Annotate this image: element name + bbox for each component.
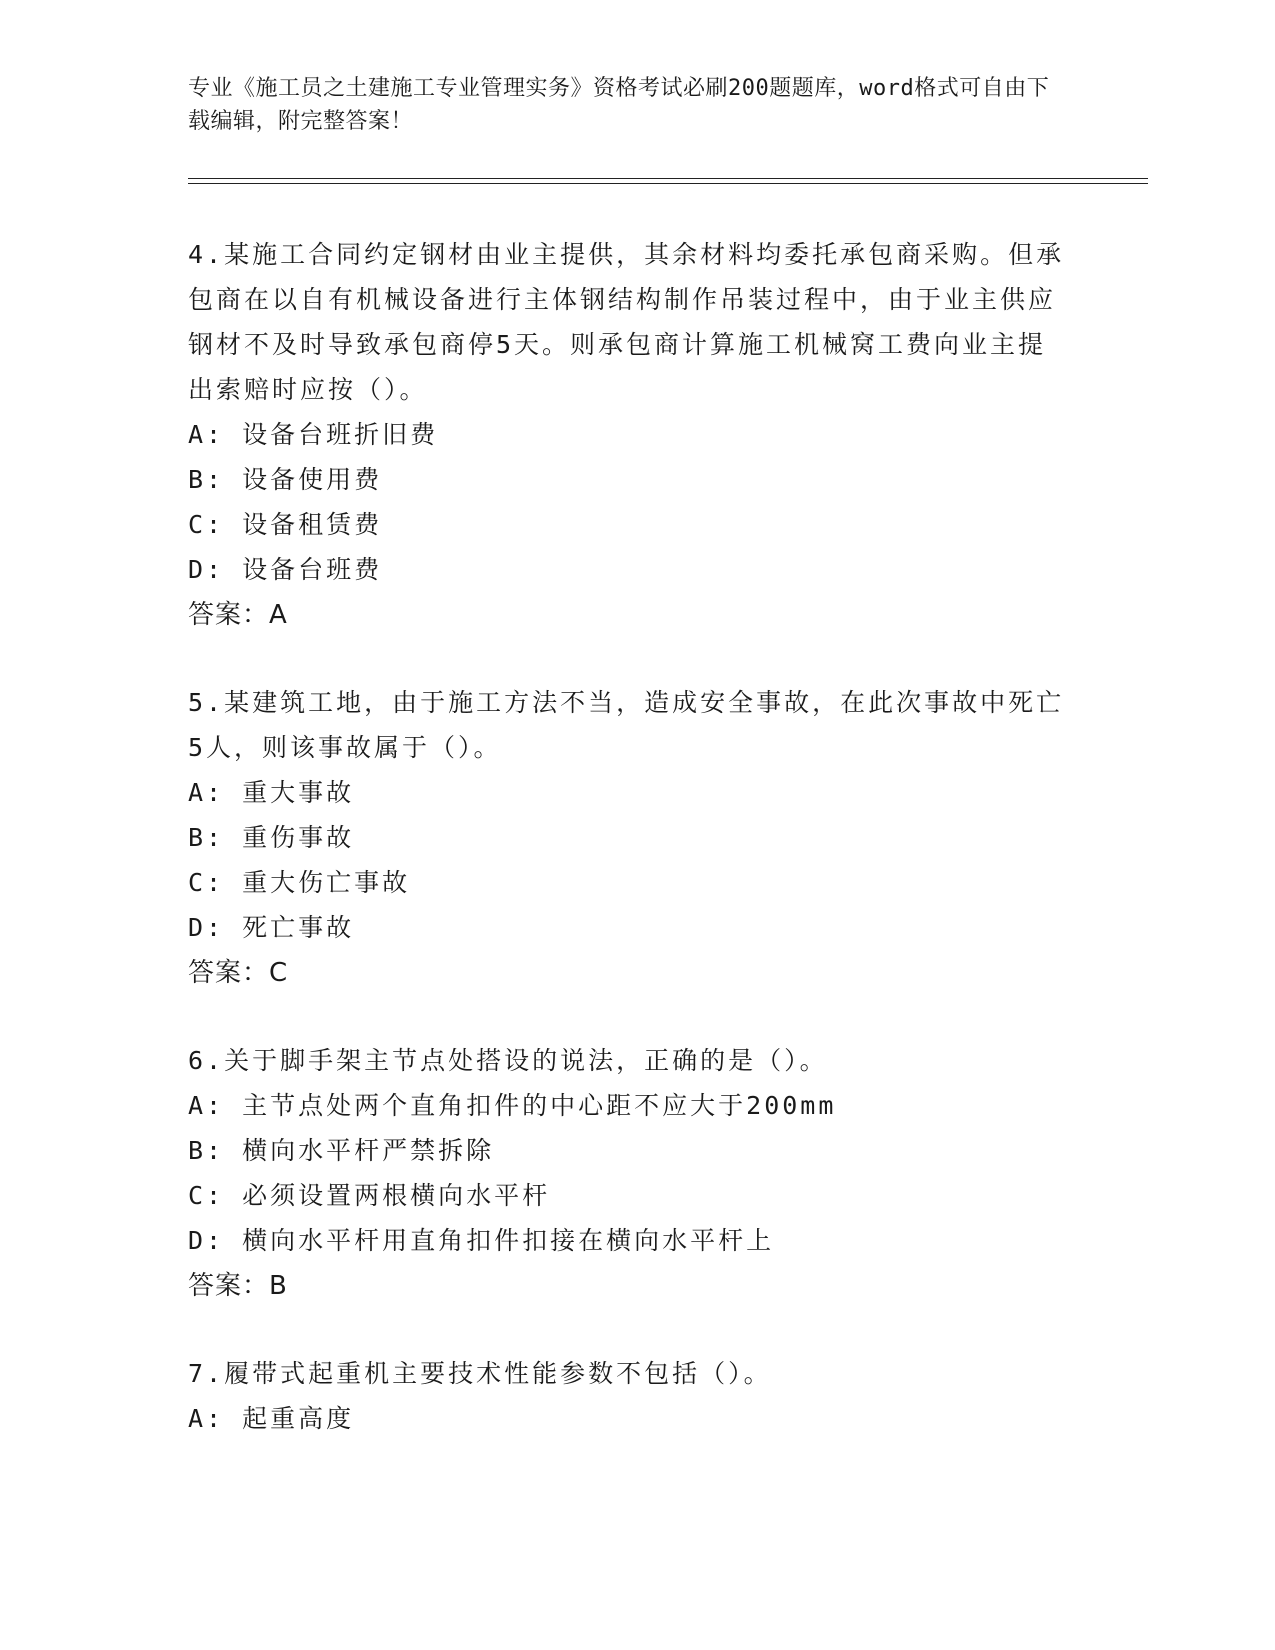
option-a: A: 设备台班折旧费 (188, 420, 439, 449)
document-header: 专业《施工员之土建施工专业管理实务》资格考试必刷200题题库，word格式可自由下载编辑，附完整答案！ (188, 76, 1050, 134)
question-5 (188, 680, 1068, 996)
question-list (188, 232, 1068, 1483)
question-stem: 7.履带式起重机主要技术性能参数不包括（）。 (188, 1359, 772, 1388)
question-stem: 6.关于脚手架主节点处搭设的说法，正确的是（）。 (188, 1046, 828, 1075)
option-b: B: 横向水平杆严禁拆除 (188, 1136, 495, 1165)
answer-line: 答案：C (188, 958, 289, 988)
option-d: D: 设备台班费 (188, 555, 383, 584)
question-6 (188, 1038, 1068, 1309)
option-c: C: 设备租赁费 (188, 510, 383, 539)
question-stem: 4.某施工合同约定钢材由业主提供，其余材料均委托承包商采购。但承包商在以自有机械设备进行主体钢结构制作吊装过程中，由于业主供应钢材不及时导致承包商停5天。则承包商计算施工机械窝工费向业主提出索赔时应按（）。 (188, 240, 1065, 404)
answer-line: 答案：B (188, 1271, 288, 1301)
header-divider (188, 178, 1148, 184)
document-page (188, 0, 1148, 1650)
question-stem: 5.某建筑工地，由于施工方法不当，造成安全事故，在此次事故中死亡5人，则该事故属于（）。 (188, 688, 1065, 762)
option-a: A: 主节点处两个直角扣件的中心距不应大于200mm (188, 1091, 837, 1120)
question-7 (188, 1351, 1068, 1441)
option-d: D: 死亡事故 (188, 913, 355, 942)
option-a: A: 起重高度 (188, 1404, 355, 1433)
option-b: B: 重伤事故 (188, 823, 355, 852)
question-4 (188, 232, 1068, 638)
option-d: D: 横向水平杆用直角扣件扣接在横向水平杆上 (188, 1226, 775, 1255)
option-a: A: 重大事故 (188, 778, 355, 807)
option-c: C: 重大伤亡事故 (188, 868, 411, 897)
option-b: B: 设备使用费 (188, 465, 383, 494)
answer-line: 答案：A (188, 600, 288, 630)
option-c: C: 必须设置两根横向水平杆 (188, 1181, 551, 1210)
